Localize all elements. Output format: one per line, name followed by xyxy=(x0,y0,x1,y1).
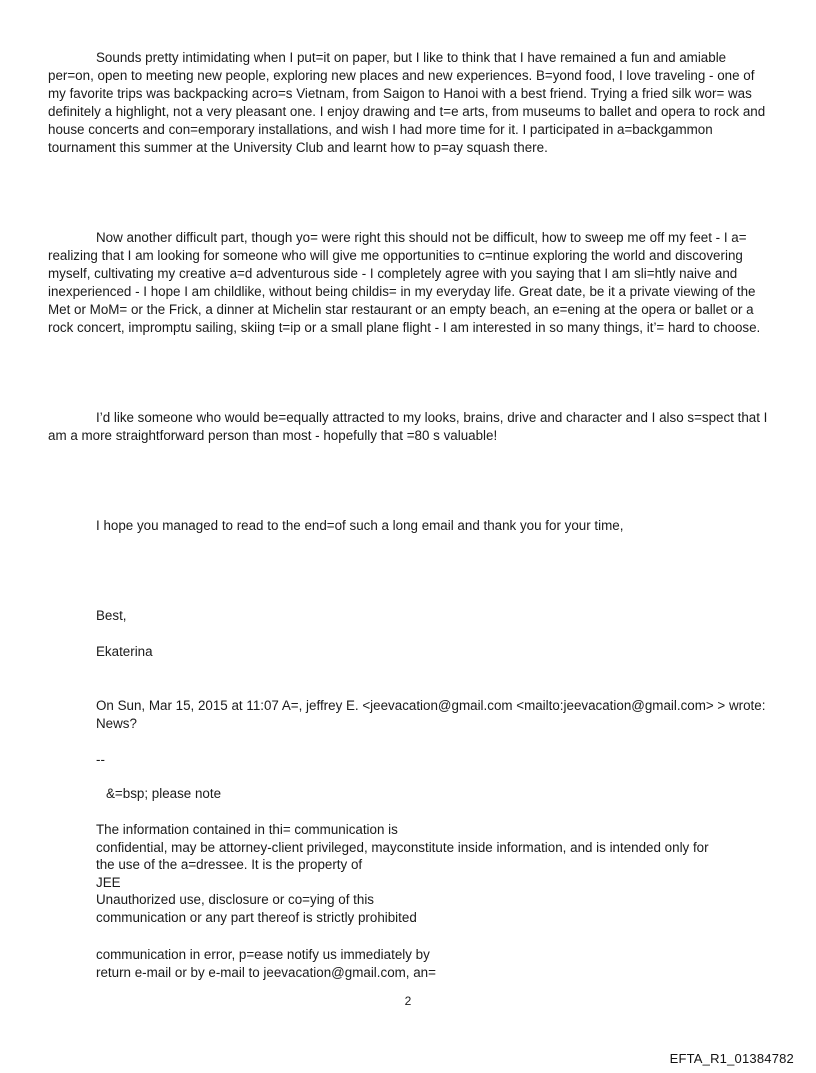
disclaimer-line: communication or any part thereof is strictly prohibited xyxy=(96,909,417,925)
quoted-header: On Sun, Mar 15, 2015 at 11:07 A=, jeffrey E. <jeevacation@gmail.com <mailto:jeevacation@gmail.com> > wrote: xyxy=(96,698,766,713)
quoted-separator: -- xyxy=(96,752,105,767)
closing-line: I hope you managed to read to the end=of such a long email and thank you for your time, xyxy=(96,518,624,533)
quoted-message: News? xyxy=(96,716,137,731)
disclaimer-line: Unauthorized use, disclosure or co=ying of this xyxy=(96,892,375,907)
paragraph-interests: Sounds pretty intimidating when I put=it on paper, but I like to think that I have remained a fun and amiable per=on, open to meeting new people, exploring new places and new experiences. B=yond food, I love traveling - one of my favorite trips was backpacking acro=s Vietnam, from Saigon to Hanoi with a best friend. Trying a fried silk wor= was definitely a highlight, not a very pleasant one. I enjoy drawing and t=e arts, from museums to ballet and opera to rock and house concerts and con=emporary installations, and wish I had more time for it. I participated in a=backgammon tournament this summer at the University Club and learnt how to p=ay squash there. xyxy=(48,50,766,155)
disclaimer-line: return e-mail or by e-mail to jeevacation@gmail.com, an= xyxy=(96,964,436,980)
disclaimer-line: The information contained in thi= communication is xyxy=(96,822,398,837)
document-id: EFTA_R1_01384782 xyxy=(669,1051,794,1066)
disclaimer-line: confidential, may be attorney-client privileged, mayconstitute inside information, and is intended only for xyxy=(96,839,709,855)
signature: Ekaterina xyxy=(96,644,153,659)
paragraph-attraction: I’d like someone who would be=equally attracted to my looks, brains, drive and character and I also s=spect that I am a more straightforward person than most - hopefully that =80 s valuable! xyxy=(48,410,768,443)
disclaimer-block-2 xyxy=(96,946,786,981)
quoted-note: &=bsp; please note xyxy=(106,786,222,801)
signoff: Best, xyxy=(96,608,127,623)
disclaimer-line: JEE xyxy=(96,874,121,890)
disclaimer-block xyxy=(96,821,786,926)
page-number: 2 xyxy=(404,994,412,1008)
disclaimer-line: the use of the a=dressee. It is the property of xyxy=(96,857,363,872)
disclaimer-line: communication in error, p=ease notify us immediately by xyxy=(96,947,430,962)
paragraph-ideal-date: Now another difficult part, though yo= were right this should not be difficult, how to sweep me off my feet - I a= realizing that I am looking for someone who will give me opportunities to c=ntinue exploring the world and discovering myself, cultivating my creative a=d adventurous side - I completely agree with you saying that I am sli=htly naive and inexperienced - I hope I am childlike, without being childis= in my everyday life. Great date, be it a private viewing of the Met or MoM= or the Frick, a dinner at Michelin star restaurant or an empty beach, an e=ening at the opera or ballet or a rock concert, impromptu sailing, skiing t=ip or a small plane flight - I am interested in so many things, it’= hard to choose. xyxy=(48,230,761,335)
